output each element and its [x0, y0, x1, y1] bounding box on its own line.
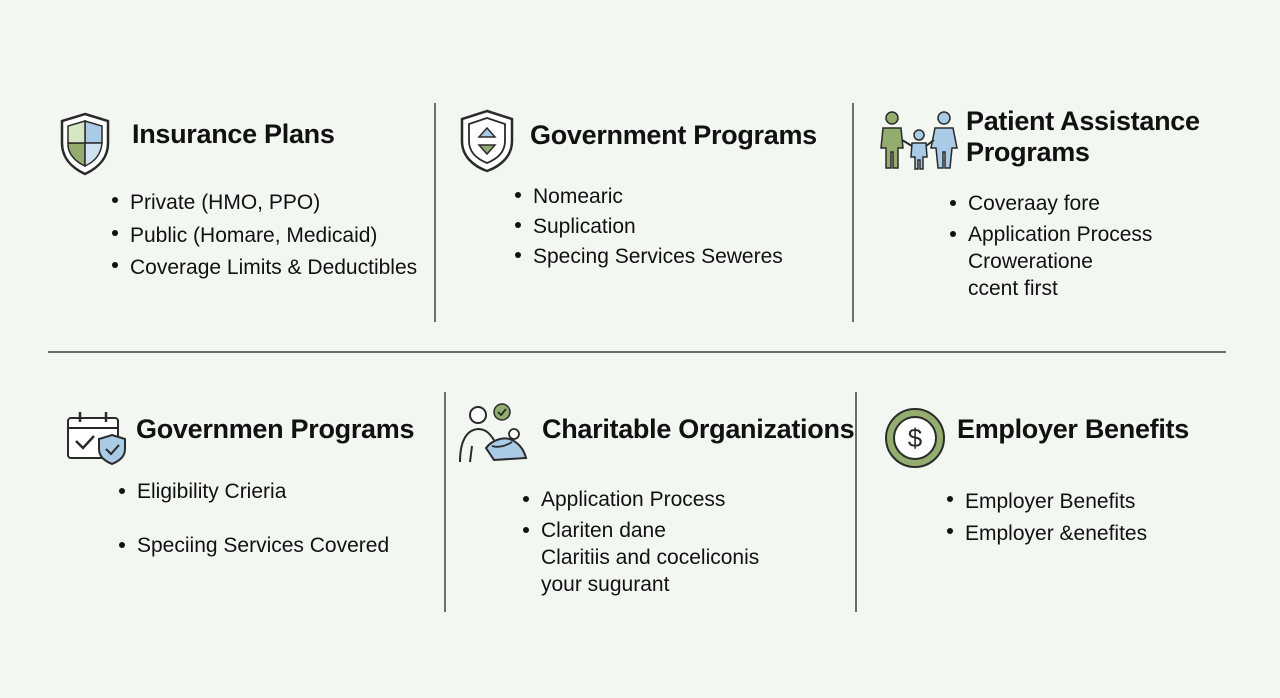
- shield-icon: [58, 111, 112, 182]
- divider-top-2: [852, 103, 854, 322]
- bullet-list: [119, 478, 389, 559]
- list-item-multiline: [523, 517, 759, 598]
- divider-bottom-1: [444, 392, 446, 612]
- list-item: Coveraay fore: [950, 190, 1152, 217]
- card-title-line: Patient Assistance: [966, 106, 1200, 136]
- bullet-list: [515, 182, 783, 272]
- bullet-list: [950, 190, 1152, 302]
- card-title: Insurance Plans: [132, 119, 335, 149]
- family-icon: [878, 110, 960, 177]
- list-item: Suplication: [515, 212, 783, 242]
- list-item: Application Process: [523, 486, 759, 513]
- dollar-coin-icon: [884, 407, 946, 474]
- card-title: Government Programs: [530, 120, 817, 150]
- card-title: Employer Benefits: [957, 414, 1189, 444]
- list-item: Nomearic: [515, 182, 783, 212]
- calendar-shield-icon: [64, 408, 128, 471]
- list-item: Specing Services Seweres: [515, 242, 783, 272]
- list-item-line: Clariten dane: [541, 519, 666, 542]
- list-item-line: your sugurant: [541, 573, 670, 596]
- list-item: Coverage Limits & Deductibles: [112, 252, 417, 285]
- list-item: Speciing Services Covered: [119, 532, 389, 559]
- bullet-list: [523, 486, 759, 598]
- charity-hands-icon: [456, 402, 532, 471]
- list-item: Private (HMO, PPO): [112, 187, 417, 220]
- list-item: Employer Benefits: [947, 486, 1147, 518]
- divider-bottom-2: [855, 392, 857, 612]
- list-item: Public (Homare, Medicaid): [112, 220, 417, 253]
- card-title-line: Programs: [966, 137, 1090, 167]
- list-item: Employer &enefites: [947, 518, 1147, 550]
- bullet-list: [112, 187, 417, 285]
- card-title: [966, 106, 1226, 168]
- card-title: Governmen Programs: [136, 414, 415, 444]
- list-item: Eligibility Crieria: [119, 478, 389, 505]
- svg-text:$: $: [907, 423, 923, 453]
- list-item-line: Claritiis and coceliconis: [541, 546, 760, 569]
- list-item-multiline: [950, 221, 1152, 302]
- list-item-line: ccent first: [968, 277, 1058, 300]
- divider-horizontal: [48, 351, 1226, 353]
- bullet-list: [947, 486, 1147, 550]
- list-item-line: Croweratione: [968, 250, 1093, 273]
- divider-top-1: [434, 103, 436, 322]
- card-title: Charitable Organizations: [542, 414, 855, 444]
- list-item-line: Application Process: [968, 223, 1153, 246]
- shield-arrows-icon: [458, 108, 516, 179]
